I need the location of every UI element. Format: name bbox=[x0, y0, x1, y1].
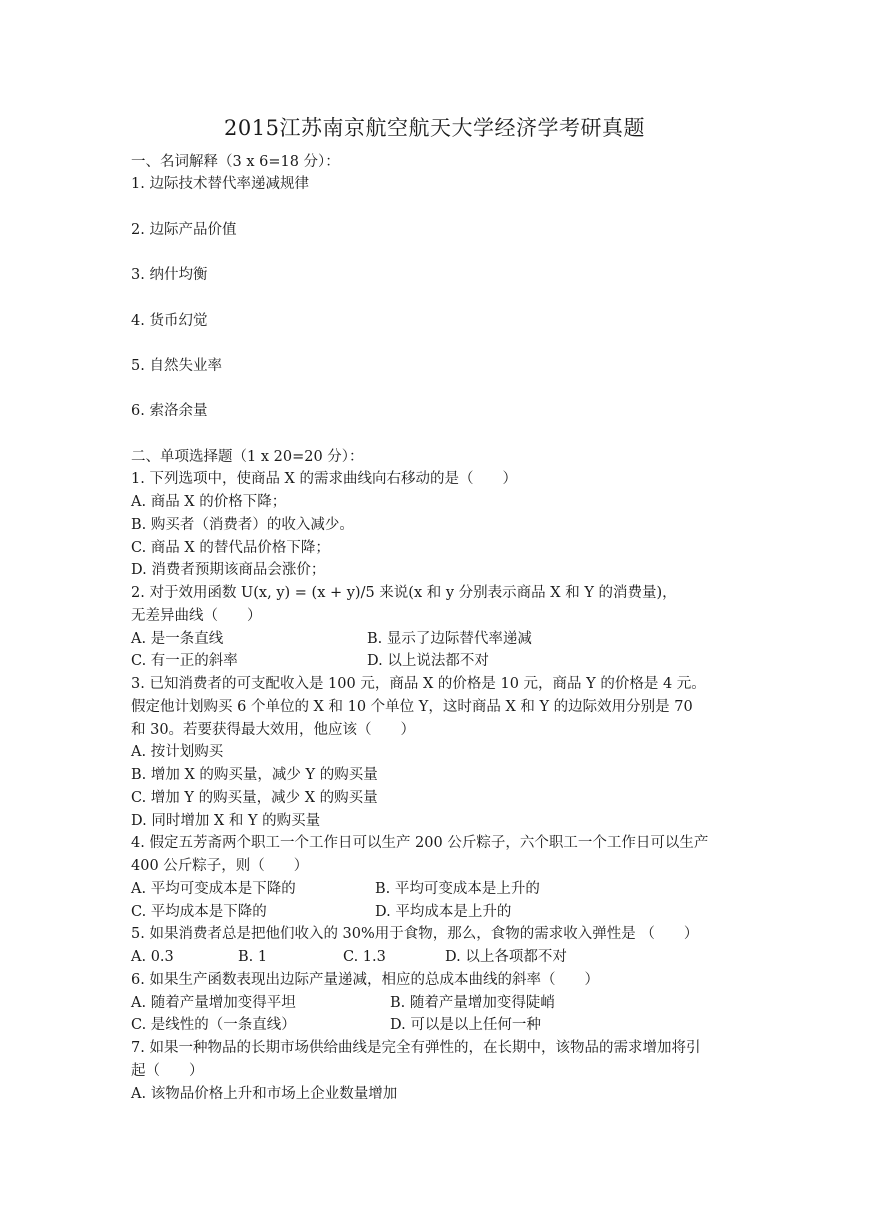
option-b: B. 1 bbox=[238, 949, 268, 965]
section-heading-definitions: 一、名词解释（3 x 6=18 分）： bbox=[131, 154, 340, 170]
definition-item: 3. 纳什均衡 bbox=[131, 267, 208, 283]
option-a: A. 该物品价格上升和市场上企业数量增加 bbox=[131, 1086, 398, 1102]
question-stem: 7. 如果一种物品的长期市场供给曲线是完全有弹性的，在长期中，该物品的需求增加将引 bbox=[131, 1040, 701, 1056]
option-a: A. 商品 X 的价格下降； bbox=[131, 494, 287, 510]
question-stem-continued: 假定他计划购买 6 个单位的 X 和 10 个单位 Y，这时商品 X 和 Y 的边际效用分别是 70 bbox=[131, 699, 693, 715]
question-stem: 6. 如果生产函数表现出边际产量递减，相应的总成本曲线的斜率（ ） bbox=[131, 972, 599, 988]
question-stem: 5. 如果消费者总是把他们收入的 30%用于食物，那么，食物的需求收入弹性是 （ ） bbox=[131, 926, 699, 942]
option-b: B. 显示了边际替代率递减 bbox=[367, 631, 532, 647]
option-b: B. 随着产量增加变得陡峭 bbox=[390, 995, 555, 1011]
question-stem-continued: 400 公斤粽子，则（ ） bbox=[131, 858, 309, 874]
definition-item: 6. 索洛余量 bbox=[131, 403, 208, 419]
option-b: B. 平均可变成本是上升的 bbox=[375, 881, 540, 897]
option-c: C. 平均成本是下降的 bbox=[131, 904, 267, 920]
option-a: A. 按计划购买 bbox=[131, 744, 224, 760]
question-stem: 4. 假定五芳斋两个职工一个工作日可以生产 200 公斤粽子，六个职工一个工作日可以生产 bbox=[131, 835, 709, 851]
option-d: D. 平均成本是上升的 bbox=[375, 904, 512, 920]
question-stem-continued: 起（ ） bbox=[131, 1063, 204, 1079]
question-stem-continued: 无差异曲线（ ） bbox=[131, 608, 262, 624]
option-b: B. 增加 X 的购买量，减少 Y 的购买量 bbox=[131, 767, 378, 783]
option-c: C. 增加 Y 的购买量，减少 X 的购买量 bbox=[131, 790, 378, 806]
option-a: A. 平均可变成本是下降的 bbox=[131, 881, 296, 897]
definition-item: 1. 边际技术替代率递减规律 bbox=[131, 176, 309, 192]
definition-item: 4. 货币幻觉 bbox=[131, 313, 208, 329]
option-c: C. 有一正的斜率 bbox=[131, 653, 238, 669]
definition-item: 2. 边际产品价值 bbox=[131, 222, 237, 238]
option-d: D. 以上各项都不对 bbox=[445, 949, 567, 965]
option-d: D. 可以是以上任何一种 bbox=[390, 1017, 541, 1033]
question-stem: 3. 已知消费者的可支配收入是 100 元，商品 X 的价格是 10 元，商品 Y 的价格是 4 元。 bbox=[131, 676, 706, 692]
option-a: A. 0.3 bbox=[131, 949, 174, 965]
option-c: C. 1.3 bbox=[343, 949, 386, 965]
section-heading-choice: 二、单项选择题（1 x 20=20 分）： bbox=[131, 449, 364, 465]
option-b: B. 购买者（消费者）的收入减少。 bbox=[131, 517, 354, 533]
option-c: C. 是线性的（一条直线） bbox=[131, 1017, 296, 1033]
option-a: A. 是一条直线 bbox=[131, 631, 224, 647]
question-stem-continued: 和 30。若要获得最大效用，他应该（ ） bbox=[131, 722, 416, 738]
question-stem: 2. 对于效用函数 U(x, y) = (x + y)/5 来说(x 和 y 分别表示商品 X 和 Y 的消费量)， bbox=[131, 585, 677, 601]
page-title: 2015江苏南京航空航天大学经济学考研真题 bbox=[224, 116, 645, 140]
option-a: A. 随着产量增加变得平坦 bbox=[131, 995, 296, 1011]
option-d: D. 以上说法都不对 bbox=[367, 653, 489, 669]
option-d: D. 消费者预期该商品会涨价； bbox=[131, 562, 326, 578]
option-d: D. 同时增加 X 和 Y 的购买量 bbox=[131, 813, 321, 829]
definition-item: 5. 自然失业率 bbox=[131, 358, 222, 374]
question-stem: 1. 下列选项中，使商品 X 的需求曲线向右移动的是（ ） bbox=[131, 471, 517, 487]
option-c: C. 商品 X 的替代品价格下降； bbox=[131, 540, 330, 556]
